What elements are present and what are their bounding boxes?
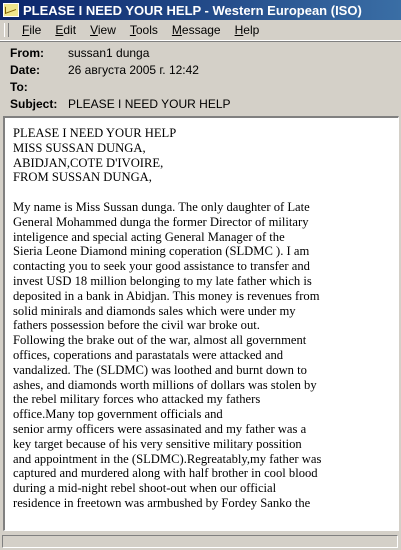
- heading-line: FROM SUSSAN DUNGA,: [13, 170, 152, 185]
- from-label: From:: [10, 46, 44, 60]
- body-line: ashes, and diamonds worth millions of dollars was stolen by: [13, 377, 317, 392]
- body-line: during a mid-night rebel shoot-out when our official: [13, 481, 277, 496]
- body-line: vandalized. The (SLDMC) was loothed and burnt down to: [13, 362, 307, 377]
- status-pane: [2, 535, 398, 548]
- date-row: [10, 62, 199, 78]
- body-line: solid minirals and diamonds sales which were under my: [13, 303, 296, 318]
- from-value[interactable]: sussan1 dunga: [68, 46, 150, 60]
- menu-edit[interactable]: Edit: [55, 23, 77, 37]
- body-line: and appointment in the (SLDMC).Regreatably,my father was: [13, 451, 322, 466]
- envelope-icon[interactable]: [3, 3, 19, 17]
- heading-line: MISS SUSSAN DUNGA,: [13, 140, 146, 155]
- from-row: [10, 45, 149, 61]
- title-bar[interactable]: [0, 0, 401, 20]
- subject-value: PLEASE I NEED YOUR HELP: [68, 97, 231, 111]
- menu-file[interactable]: File: [22, 23, 42, 37]
- message-headers: [0, 41, 401, 116]
- body-line: deposited in a bank in Abidjan. This money is revenues from: [13, 288, 320, 303]
- body-line: General Mohammed dunga the former Director of military: [13, 214, 309, 229]
- menu-view[interactable]: View: [90, 23, 116, 37]
- body-line: contacting you to seek your good assistance to transfer and: [13, 259, 310, 274]
- body-line: office.Many top government officials and: [13, 407, 223, 422]
- menu-bar: [0, 20, 401, 41]
- body-line: inteligence and special acting General Manager of the: [13, 229, 285, 244]
- menu-message[interactable]: Message: [171, 23, 221, 37]
- to-label: To:: [10, 80, 28, 94]
- body-line: My name is Miss Sussan dunga. The only daughter of Late: [13, 199, 310, 214]
- heading-line: PLEASE I NEED YOUR HELP: [13, 126, 177, 140]
- body-line: Sieria Leone Diamond mining coperation (SLDMC ). I am: [13, 244, 310, 259]
- toolbar-grip[interactable]: [4, 23, 9, 37]
- window-title: PLEASE I NEED YOUR HELP - Western European (ISO): [23, 2, 362, 18]
- body-line: the rebel military forces who attacked my fathers: [13, 392, 261, 407]
- status-bar: [0, 533, 401, 550]
- date-value: 26 августа 2005 г. 12:42: [68, 63, 199, 77]
- to-row: [10, 79, 68, 95]
- message-body-pane[interactable]: [3, 116, 399, 531]
- menu-tools[interactable]: Tools: [129, 23, 158, 37]
- subject-row: [10, 96, 231, 112]
- body-line: invest USD 18 million belonging to my late father which is: [13, 273, 312, 288]
- message-text: [5, 118, 398, 511]
- subject-label: Subject:: [10, 97, 58, 111]
- date-label: Date:: [10, 63, 41, 77]
- body-line: senior army officers were assasinated and my father was a: [13, 421, 307, 436]
- body-line: fathers possession before the civil war broke out.: [13, 318, 260, 333]
- heading-line: ABIDJAN,COTE D'IVOIRE,: [13, 155, 164, 170]
- body-line: captured and murdered along with half brother in cool blood: [13, 466, 318, 481]
- body-line: offices, coperations and parastatals were attacked and: [13, 347, 284, 362]
- paragraph-gap: [13, 185, 392, 200]
- menu-help[interactable]: Help: [234, 23, 260, 37]
- body-line: residence in freetown was armbushed by Fordey Sanko the: [13, 495, 311, 510]
- body-line: Following the brake out of the war, almost all government: [13, 333, 307, 348]
- body-line: key target because of his very sensitive military possition: [13, 436, 302, 451]
